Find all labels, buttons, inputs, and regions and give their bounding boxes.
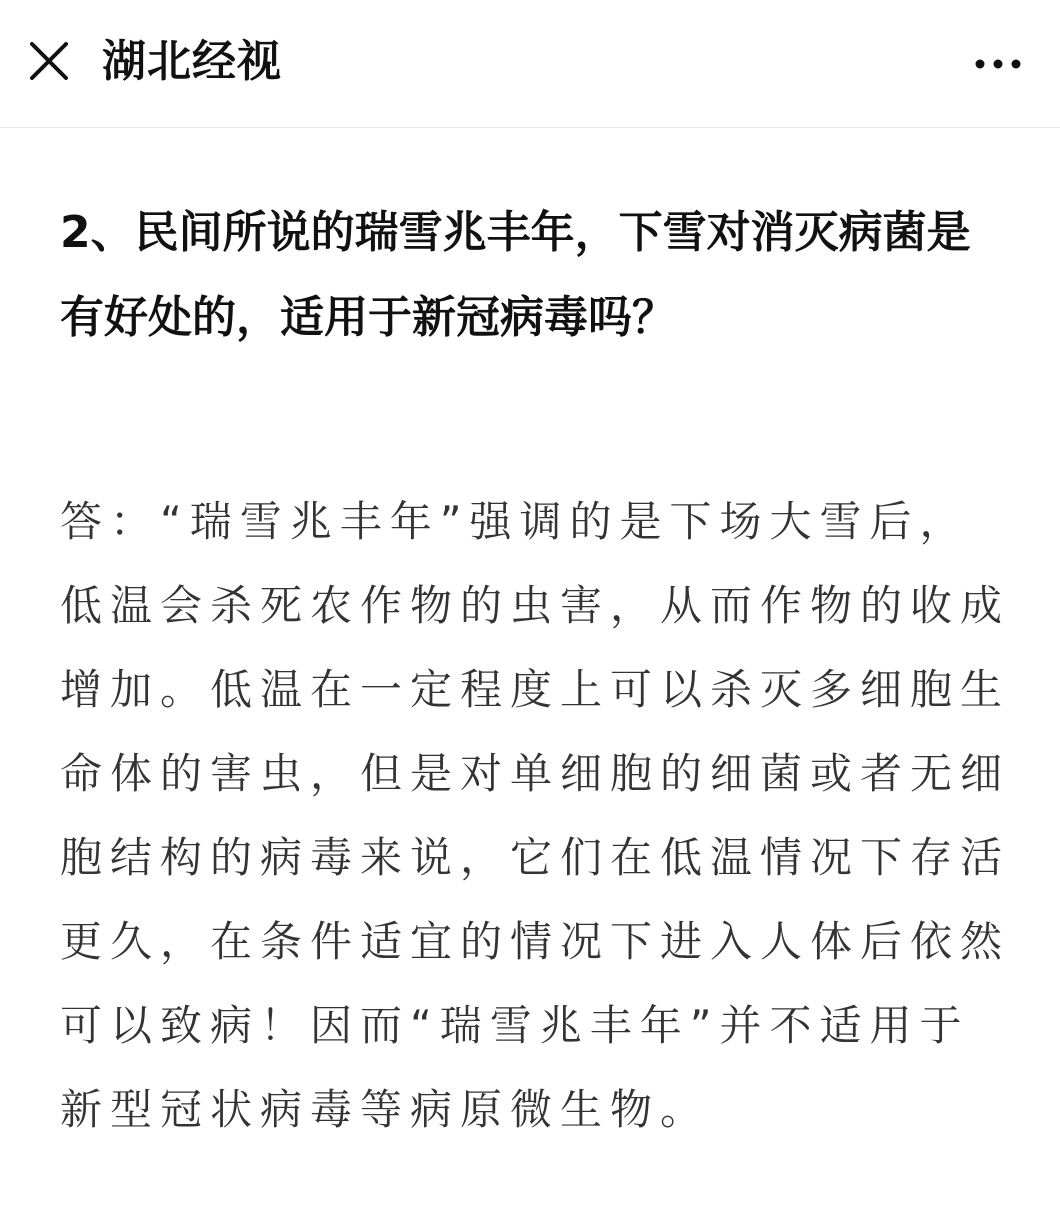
more-horizontal-icon xyxy=(970,44,1026,84)
more-options-button[interactable] xyxy=(970,44,1026,84)
article-question: 2、民间所说的瑞雪兆丰年，下雪对消灭病菌是有好处的，适用于新冠病毒吗？ xyxy=(60,207,971,343)
close-button[interactable] xyxy=(22,36,74,88)
close-icon xyxy=(22,36,74,88)
page-title: 湖北经视 xyxy=(102,36,282,87)
article-content xyxy=(60,190,1010,1152)
article-answer: 答：“瑞雪兆丰年”强调的是下场大雪后，低温会杀死农作物的虫害，从而作物的收成增加。低温在一定程度上可以杀灭多细胞生命体的害虫，但是对单细胞的细菌或者无细胞结构的病毒来说，它们在低温情况下存活更久，在条件适宜的情况下进入人体后依然可以致病！因而“瑞雪兆丰年”并不适用于新型冠状病毒等病原微生物。 xyxy=(60,497,1011,1134)
top-bar xyxy=(0,0,1060,128)
